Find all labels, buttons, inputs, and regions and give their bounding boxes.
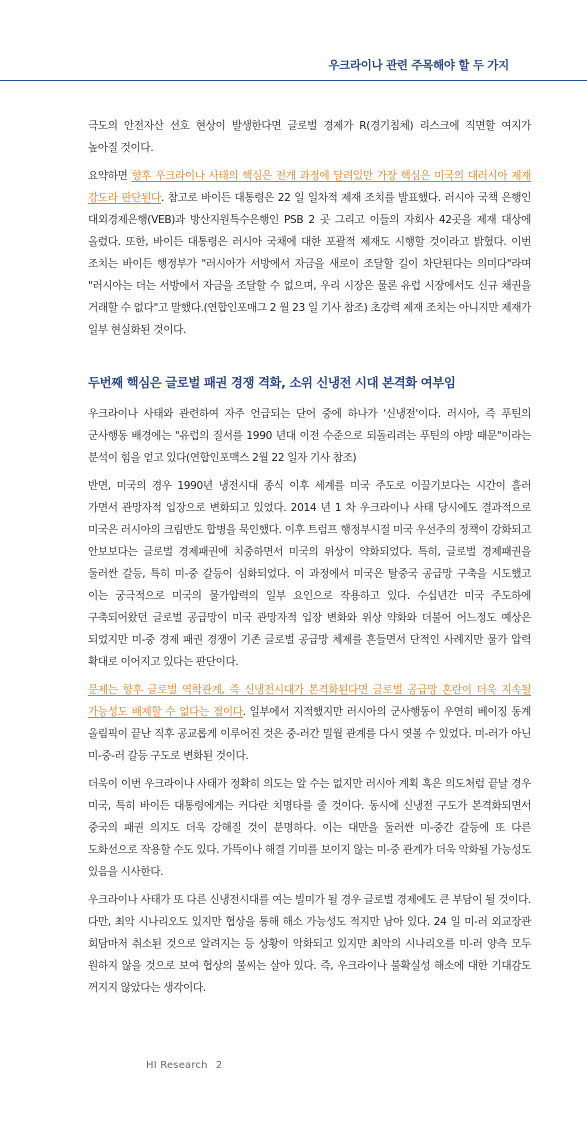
page-number: 2 [215,1060,223,1071]
paragraph-text: . 일부에서 지적했지만 러시아의 군사행동이 우연히 베이징 동계 올림픽이 끝난 직후 공교롭게 이루어진 것은 중-러간 밀월 관계를 다시 엿볼 수 있었다. 미-러가 아닌 미-중-러 갈등 구도로 변화된 것이다. [88,706,531,762]
document-body [88,115,531,1003]
paragraph-text: 우크라이나 사태와 관련하여 자주 언급되는 단어 중에 하나가 '신냉전'이다. 러시아, 즉 푸틴의 군사행동 배경에는 "유럽의 질서를 1990 년대 이전 수준으로 되돌리려는 푸틴의 야망 때문"이라는 분석이 힘을 얻고 있다(연합인포맥스 2월 22 일자 기사 참조) [88,408,531,464]
paragraph-text: 우크라이나 사태가 또 다른 신냉전시대를 여는 빌미가 될 경우 글로벌 경제에도 큰 부담이 될 것이다. 다만, 최악 시나리오도 있지만 협상을 통해 해소 가능성도 적지만 남아 있다. 24 일 미-러 외교장관 회담마저 취소된 것으로 알려지는 등 상황이 악화되고 있지만 최악의 시나리오를 미-러 양측 모두 원하지 않을 것으로 보여 협상의 불씨는 살아 있다. 즉, 우크라이나 불확실성 해소에 대한 기대감도 꺼지지 않았다는 생각이다. [88,894,531,994]
paragraph-7 [88,889,531,999]
page-footer [146,1060,222,1071]
highlighted-key-point: 향후 우크라이나 사태의 핵심은 전개 과정에 달려있만 가장 핵심은 미국의 대러시아 제재 강도라 판단된다 [88,170,531,204]
paragraph-6 [88,773,531,883]
paragraph-5 [88,679,531,767]
paragraph-text: 반면, 미국의 경우 1990년 냉전시대 종식 이후 세계를 미국 주도로 이끌기보다는 시간이 흘러 가면서 관망자적 입장으로 변화되고 있었다. 2014 년 1 차 우크라이나 사태 당시에도 결과적으로 미국은 러시아의 크림반도 합병을 묵인했다. 이후 트럼프 행정부시절 미국 우선주의 정책이 강화되고 안보보다는 글로벌 경제패권에 치중하면서 미국의 위상이 약화되었다. 특히, 글로벌 경제패권을 둘러싼 갈등, 특히 미-중 갈등이 심화되었다. 이 과정에서 미국은 탈중국 공급망 구축을 시도했고 이는 궁극적으로 미국의 물가압력의 일부 요인으로 작용하고 있다. 수십년간 미국 주도하에 구축되어왔던 글로벌 공급망이 미국 관망자적 입장 변화와 위상 약화와 더불어 어느정도 예상은 되었지만 미-중 경제 패권 경쟁이 기존 글로벌 공급망 체제를 흔들면서 단적인 사례지만 물가 압력 확대로 이어지고 있다는 판단이다. [88,480,531,668]
paragraph-prefix: 요약하면 [88,170,132,182]
paragraph-2 [88,165,531,341]
footer-brand: HI Research [146,1060,208,1071]
highlighted-key-point: 문제는 향후 글로벌 역학관계, 즉 신냉전시대가 본격화된다면 글로벌 공급망 혼란이 더욱 지속될 가능성도 배제할 수 없다는 점이다 [88,684,531,718]
paragraph-text: 더욱이 이번 우크라이나 사태가 정확히 의도는 알 수는 없지만 러시아 계획 혹은 의도처럼 끝날 경우 미국, 특히 바이든 대통령에게는 커다란 치명타를 줄 것이다. 동시에 신냉전 구도가 본격화되면서 중국의 패권 의지도 더욱 강해질 것이 분명하다. 이는 대만을 둘러싼 미-중간 갈등에 또 다른 도화선으로 작용할 수도 있다. 가뜩이나 해결 기미를 보이지 않는 미-중 관계가 더욱 악화될 가능성도 있음을 시사한다. [88,778,531,878]
header-title: 우크라이나 관련 주목해야 할 두 가지 [328,58,509,72]
paragraph-4 [88,475,531,673]
paragraph-text: 극도의 안전자산 선호 현상이 발생한다면 글로벌 경제가 R(경기침체) 리스크에 직면할 여지가 높아질 것이다. [88,120,531,154]
header-divider [0,80,587,81]
paragraph-3 [88,403,531,469]
paragraph-1 [88,115,531,159]
paragraph-text: . 참고로 바이든 대통령은 22 일 일차적 제재 조치를 발표했다. 러시아 국책 은행인 대외경제은행(VEB)과 방산지원특수은행인 PSB 2 곳 그리고 이들의 자회사 42곳을 제재 대상에 올렸다. 또한, 바이든 대통령은 러시아 국채에 대한 포괄적 제재도 시행할 것이라고 밝혔다. 이번 조치는 바이든 행정부가 "러시아가 서방에서 자금을 새로이 조달할 길이 차단된다는 의미다"라며 "러시아는 더는 서방에서 자금을 조달할 수 없으며, 우리 시장은 물론 유럽 시장에서도 신규 채권을 거래할 수 없다"고 말했다.(연합인포매그 2 월 23 일 기사 참조) 초강력 제재 조치는 아니지만 제재가 일부 현실화된 것이다. [88,192,532,336]
section-heading: 두번째 핵심은 글로벌 패권 경쟁 격화, 소위 신냉전 시대 본격화 여부임 [88,375,456,390]
